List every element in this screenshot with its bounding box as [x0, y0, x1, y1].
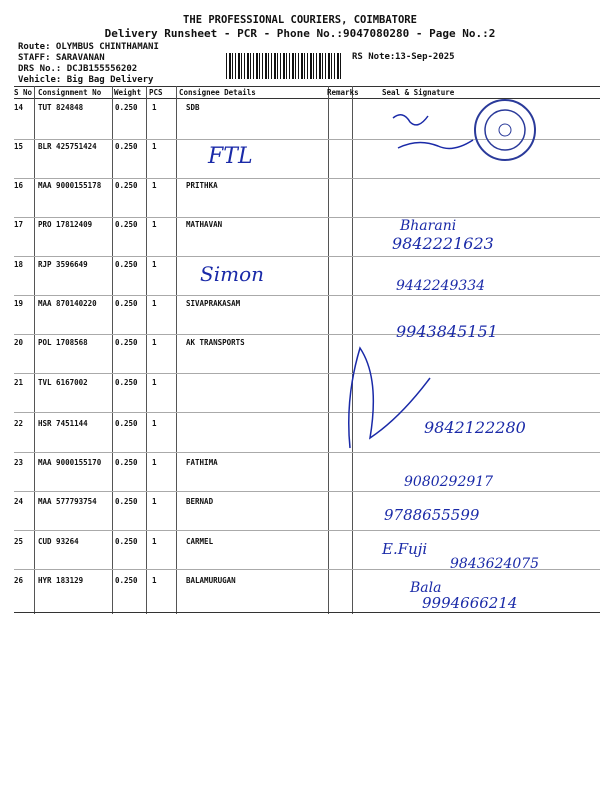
row-divider [14, 295, 600, 296]
col-header-signature: Seal & Signature [382, 88, 455, 97]
handwritten-phone-25: 9843624075 [450, 556, 540, 572]
cell-sno: 20 [14, 338, 24, 347]
runsheet-subtitle: Delivery Runsheet - PCR - Phone No.:9047080280 - Page No.:2 [104, 27, 496, 40]
cell-consignee: MATHAVAN [186, 220, 223, 229]
cell-pcs: 1 [152, 103, 157, 112]
handwritten-phone-23: 9080292917 [404, 474, 494, 490]
row-divider [14, 178, 600, 179]
cell-consignee: BERNAD [186, 497, 214, 506]
cell-pcs: 1 [152, 458, 157, 467]
barcode-image [226, 53, 342, 79]
cell-sno: 15 [14, 142, 24, 151]
cell-consignee: FATHIMA [186, 458, 218, 467]
col-divider [146, 86, 147, 614]
cell-consignment: MAA 9000155170 [38, 458, 102, 467]
cell-pcs: 1 [152, 378, 157, 387]
cell-sno: 22 [14, 419, 24, 428]
cell-pcs: 1 [152, 338, 157, 347]
table-bottom-border [14, 612, 600, 613]
cell-weight: 0.250 [115, 497, 138, 506]
row-divider [14, 217, 600, 218]
cell-sno: 16 [14, 181, 24, 190]
cell-consignment: TVL 6167002 [38, 378, 88, 387]
cell-consignment: CUD 93264 [38, 537, 79, 546]
cell-pcs: 1 [152, 419, 157, 428]
col-header-pcs: PCS [149, 88, 163, 97]
cell-pcs: 1 [152, 537, 157, 546]
row-divider [14, 373, 600, 374]
cell-weight: 0.250 [115, 576, 138, 585]
handwritten-ftl: FTL [208, 144, 253, 169]
col-divider [34, 86, 35, 614]
cell-sno: 24 [14, 497, 24, 506]
handwritten-phone-22: 9842122280 [424, 418, 526, 437]
handwritten-sig-26: Bala [410, 580, 442, 596]
col-divider [176, 86, 177, 614]
cell-consignee: SIVAPRAKASAM [186, 299, 241, 308]
cell-consignment: MAA 577793754 [38, 497, 97, 506]
row-divider [14, 412, 600, 413]
row-divider [14, 256, 600, 257]
courier-seal-stamp [470, 95, 540, 165]
cell-consignment: POL 1708568 [38, 338, 88, 347]
col-header-remarks: Remarks [327, 88, 359, 97]
signature-scribble-21 [340, 338, 440, 458]
cell-weight: 0.250 [115, 537, 138, 546]
cell-pcs: 1 [152, 181, 157, 190]
cell-sno: 14 [14, 103, 24, 112]
cell-sno: 23 [14, 458, 24, 467]
cell-weight: 0.250 [115, 419, 138, 428]
cell-pcs: 1 [152, 497, 157, 506]
cell-weight: 0.250 [115, 378, 138, 387]
row-divider [14, 334, 600, 335]
staff-text: STAFF: SARAVANAN [18, 53, 105, 63]
cell-consignee: PRITHKA [186, 181, 218, 190]
table-top-border [14, 86, 600, 87]
cell-pcs: 1 [152, 220, 157, 229]
handwritten-bharani: Bharani [400, 218, 457, 234]
rs-note: RS Note: [352, 52, 396, 62]
cell-consignment: RJP 3596649 [38, 260, 88, 269]
cell-sno: 19 [14, 299, 24, 308]
cell-consignment: MAA 870140220 [38, 299, 97, 308]
handwritten-phone-26: 9994666214 [422, 594, 518, 612]
handwritten-phone-19: 9943845151 [396, 322, 498, 341]
cell-weight: 0.250 [115, 181, 138, 190]
col-header-consignment: Consignment No [38, 88, 102, 97]
cell-sno: 25 [14, 537, 24, 546]
col-divider [112, 86, 113, 614]
cell-consignment: PRO 17812409 [38, 220, 93, 229]
row-divider [14, 491, 600, 492]
row-divider [14, 530, 600, 531]
cell-sno: 21 [14, 378, 24, 387]
cell-consignee: CARMEL [186, 537, 214, 546]
cell-consignee: AK TRANSPORTS [186, 338, 245, 347]
col-divider [328, 86, 329, 614]
cell-consignee: BALAMURUGAN [186, 576, 236, 585]
cell-consignment: MAA 9000155178 [38, 181, 102, 190]
cell-consignment: HSR 7451144 [38, 419, 88, 428]
handwritten-sig-25: E.Fuji [382, 540, 428, 558]
cell-pcs: 1 [152, 299, 157, 308]
runsheet-date: 13-Sep-2025 [395, 52, 455, 62]
company-title: THE PROFESSIONAL COURIERS, COIMBATORE [183, 14, 417, 26]
cell-pcs: 1 [152, 260, 157, 269]
drs-number: DRS No.: DCJB155556202 [18, 64, 138, 74]
cell-weight: 0.250 [115, 338, 138, 347]
cell-weight: 0.250 [115, 260, 138, 269]
col-header-weight: Weight [114, 88, 142, 97]
cell-consignee: SDB [186, 103, 200, 112]
handwritten-phone-17: 9842221623 [392, 234, 494, 253]
cell-consignment: HYR 183129 [38, 576, 84, 585]
cell-sno: 17 [14, 220, 24, 229]
cell-consignment: BLR 425751424 [38, 142, 97, 151]
vehicle-text: Vehicle: Big Bag Delivery [18, 75, 154, 85]
col-header-consignee: Consignee Details [179, 88, 256, 97]
cell-weight: 0.250 [115, 299, 138, 308]
handwritten-phone-24: 9788655599 [384, 506, 480, 524]
handwritten-phone-18: 9442249334 [396, 278, 486, 294]
handwritten-simon: Simon [200, 262, 264, 286]
cell-sno: 26 [14, 576, 24, 585]
cell-weight: 0.250 [115, 458, 138, 467]
col-header-sno: S No [14, 88, 33, 97]
cell-pcs: 1 [152, 142, 157, 151]
cell-weight: 0.250 [115, 220, 138, 229]
signature-scribble-14 [388, 108, 478, 163]
cell-weight: 0.250 [115, 142, 138, 151]
row-divider [14, 452, 600, 453]
cell-consignment: TUT 824848 [38, 103, 84, 112]
route-text: Route: OLYMBUS CHINTHAMANI [18, 42, 159, 52]
cell-weight: 0.250 [115, 103, 138, 112]
cell-pcs: 1 [152, 576, 157, 585]
cell-sno: 18 [14, 260, 24, 269]
